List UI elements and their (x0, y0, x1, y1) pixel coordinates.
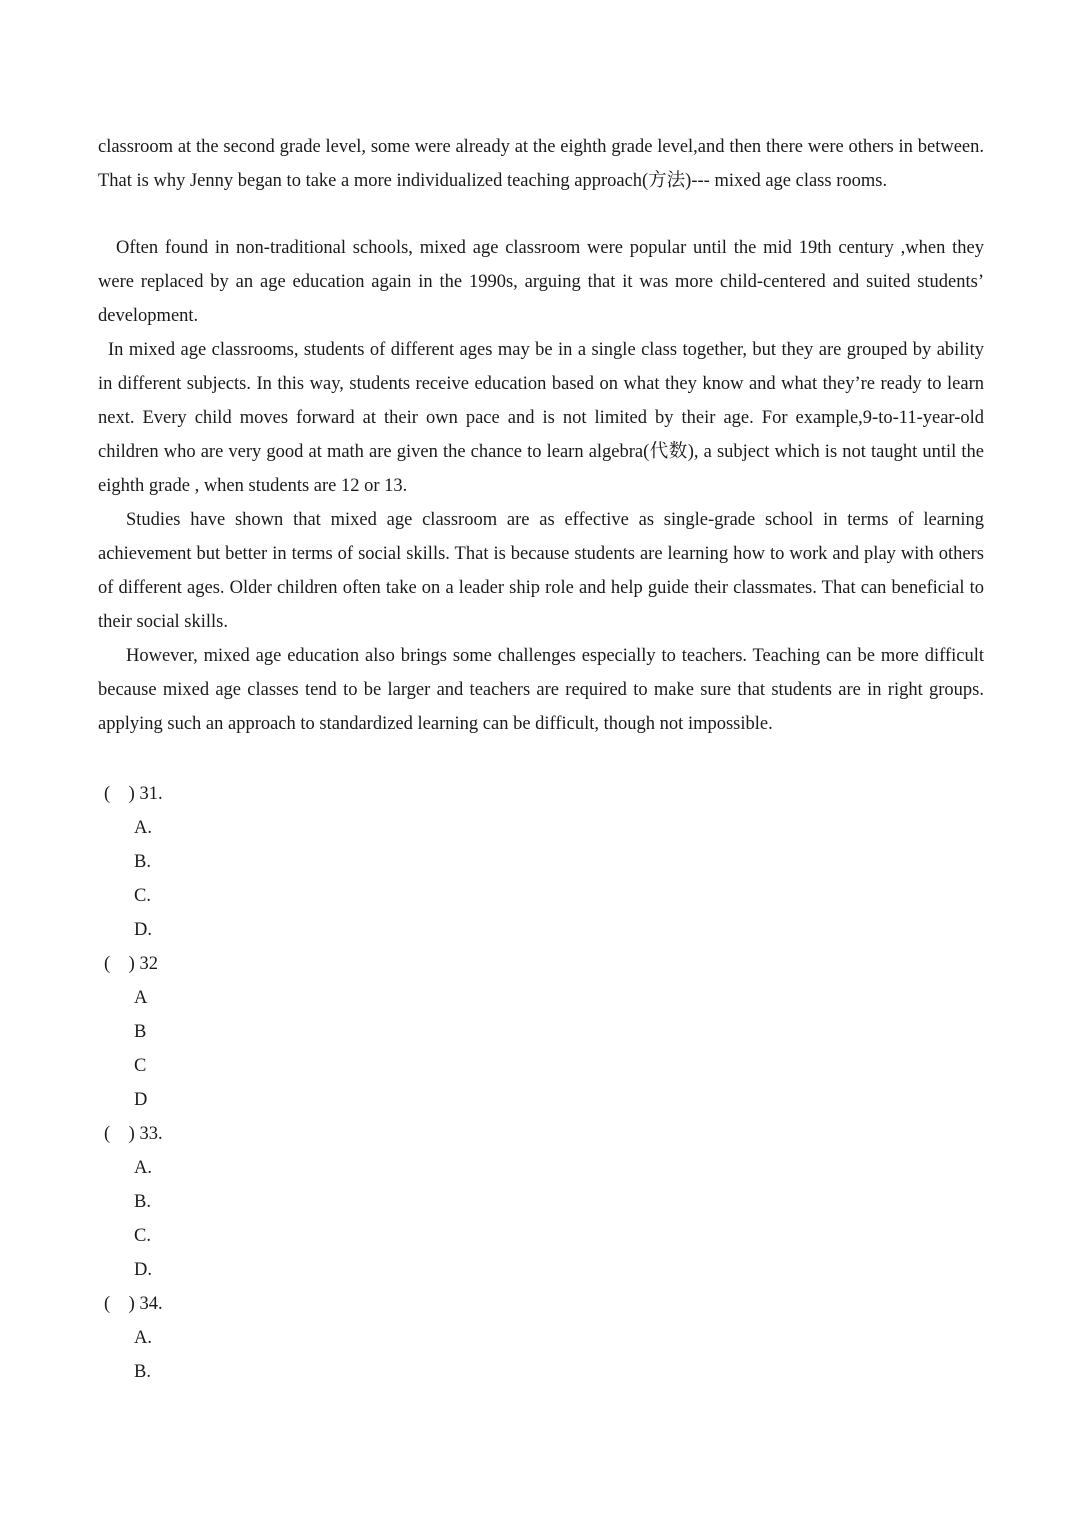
answer-option: A (134, 988, 148, 1008)
answer-option: B. (134, 1192, 151, 1212)
answer-option: A. (134, 1158, 152, 1178)
answer-option: C. (134, 1226, 151, 1246)
passage-paragraph: Often found in non-traditional schools, mixed age classroom were popular until the mid 19th century ,when they were replaced by an age education again in the 1990s, arguing that it was more child-centered and suited students’ development. (98, 238, 984, 326)
passage-paragraph: classroom at the second grade level, some were already at the eighth grade level,and then there were others in between. That is why Jenny began to take a more individualized teaching approach(方法)--- mixed age class rooms. (98, 137, 984, 191)
passage-paragraph: In mixed age classrooms, students of different ages may be in a single class together, but they are grouped by ability in different subjects. In this way, students receive education based on what they know and what they’re ready to learn next. Every child moves forward at their own pace and is not limited by their age. For example,9-to-11-year-old children who are very good at math are given the chance to learn algebra(代数), a subject which is not taught until the eighth grade , when students are 12 or 13. (98, 340, 984, 496)
reading-passage (98, 130, 984, 741)
answer-option: B. (134, 852, 151, 872)
answer-option: A. (134, 818, 152, 838)
answer-option: A. (134, 1328, 152, 1348)
question-number: ( ) 33. (104, 1124, 163, 1144)
question-number: ( ) 32 (104, 954, 158, 974)
answer-option: C. (134, 886, 151, 906)
answer-option: C (134, 1056, 147, 1076)
passage-paragraph: However, mixed age education also brings some challenges especially to teachers. Teaching can be more difficult because mixed age classes tend to be larger and teachers are required to make sure that students are in right groups. applying such an approach to standardized learning can be difficult, though not impossible. (98, 646, 984, 734)
answer-option: B. (134, 1362, 151, 1382)
passage-paragraph: Studies have shown that mixed age classroom are as effective as single-grade school in terms of learning achievement but better in terms of social skills. That is because students are learning how to work and play with others of different ages. Older children often take on a leader ship role and help guide their classmates. That can beneficial to their social skills. (98, 510, 984, 632)
question-number: ( ) 34. (104, 1294, 163, 1314)
answer-option: D. (134, 920, 152, 940)
answer-option: D. (134, 1260, 152, 1280)
paragraph-spacer (98, 198, 984, 231)
question-number: ( ) 31. (104, 784, 163, 804)
answer-option: D (134, 1090, 148, 1110)
answer-option: B (134, 1022, 147, 1042)
question-list (104, 777, 404, 1389)
